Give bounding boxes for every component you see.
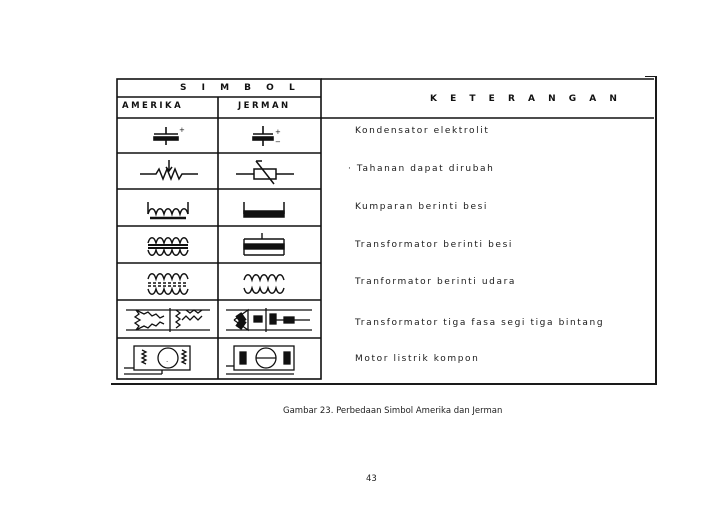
compound-motor-block-icon [224, 342, 314, 378]
capacitor-polarized-icon [150, 124, 190, 148]
iron-core-coil-bar-icon [240, 196, 292, 222]
svg-text:+: + [179, 126, 185, 134]
three-phase-transformer-zigzag-icon [124, 304, 214, 336]
variable-resistor-zigzag-icon [138, 158, 202, 186]
row-description-2: · Tahanan dapat dirubah [348, 164, 495, 174]
header-amerika: AMERIKA [122, 101, 184, 111]
header-simbol: S I M B O L [180, 83, 301, 93]
frame-bottom-border [111, 383, 657, 385]
row-description-1: Kondensator elektrolit [355, 126, 490, 136]
header-jerman: JERMAN [238, 101, 291, 111]
table-grid [116, 78, 654, 382]
svg-text:+: + [275, 128, 281, 136]
row-description-5: Tranformator berinti udara [355, 277, 516, 287]
svg-text:−: − [275, 138, 281, 146]
iron-core-transformer-bar-icon [240, 231, 292, 261]
svg-text:.: . [166, 356, 169, 364]
row-description-4: Transformator berinti besi [355, 240, 513, 250]
iron-core-transformer-loops-icon [144, 231, 196, 261]
symbol-table [116, 78, 654, 382]
row-description-6: Transformator tiga fasa segi tiga bintang [355, 318, 605, 328]
row-description-7: Motor listrik kompon [355, 354, 480, 364]
three-phase-transformer-block-icon [224, 304, 316, 336]
page-number: 43 [366, 474, 377, 484]
row-description-3: Kumparan berinti besi [355, 202, 489, 212]
air-core-transformer-loops-icon [144, 268, 196, 298]
capacitor-polarized-icon [249, 124, 289, 148]
figure-caption: Gambar 23. Perbedaan Simbol Amerika dan Jerman [283, 406, 503, 416]
variable-resistor-box-icon [234, 158, 298, 186]
frame-right-border [655, 76, 657, 384]
air-core-transformer-icon [240, 268, 292, 298]
frame-corner-tick [645, 76, 657, 77]
iron-core-coil-loops-icon [144, 196, 196, 222]
compound-motor-zigzag-icon [122, 342, 214, 378]
header-keterangan: K E T E R A N G A N [430, 94, 622, 104]
